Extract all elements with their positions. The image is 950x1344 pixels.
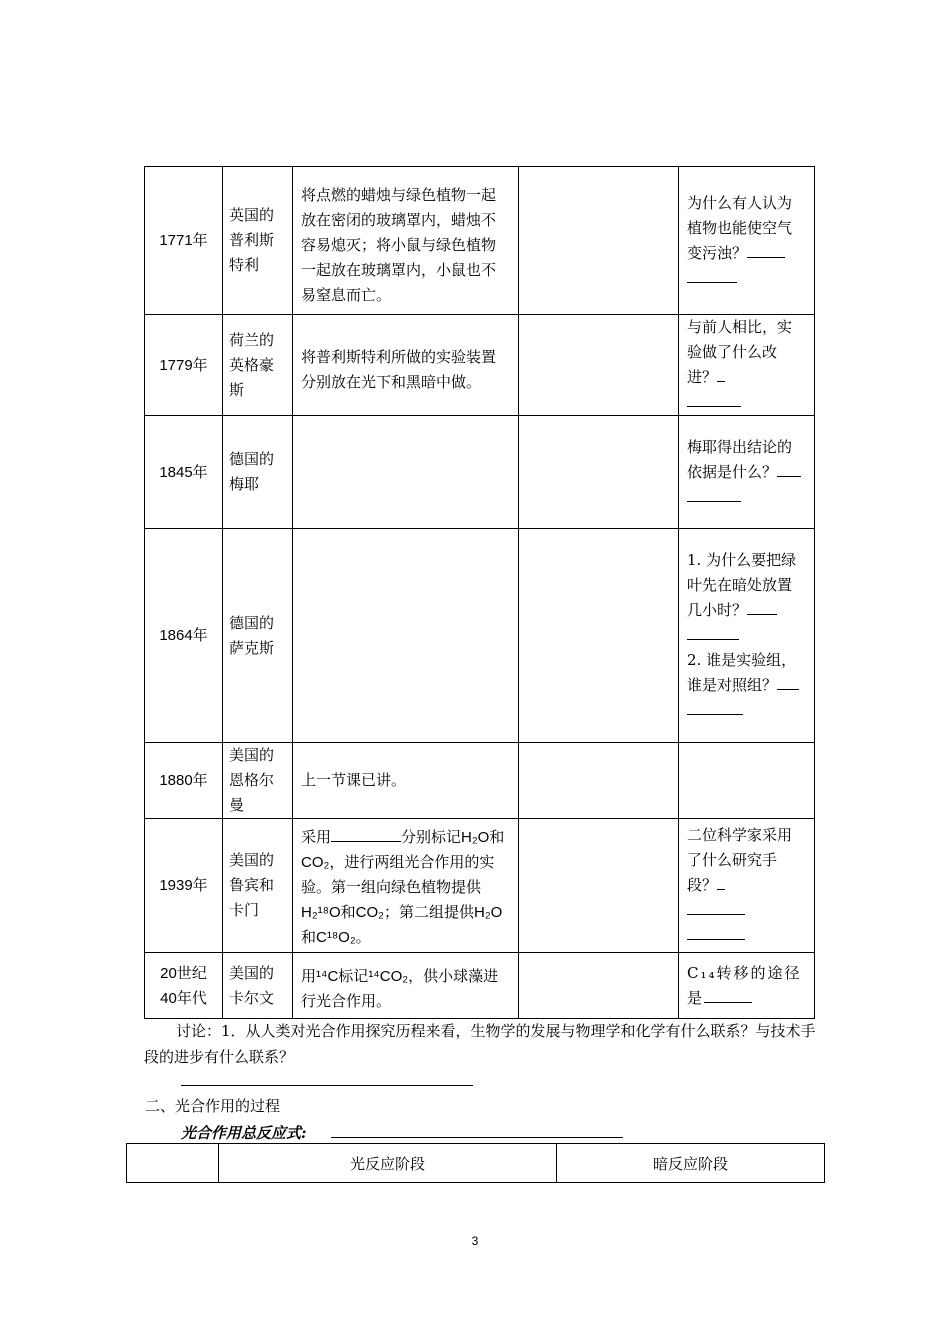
answer-blank[interactable] bbox=[687, 700, 743, 715]
scientist-cell: 美国的恩格尔曼 bbox=[223, 743, 293, 819]
conclusion-cell bbox=[519, 416, 679, 529]
year-cell: 1779年 bbox=[145, 315, 223, 416]
answer-blank[interactable] bbox=[777, 675, 799, 690]
question-cell bbox=[679, 953, 815, 1019]
discussion-answer-line[interactable] bbox=[181, 1085, 473, 1086]
year-cell: 1845年 bbox=[145, 416, 223, 529]
question-cell bbox=[679, 529, 815, 743]
answer-blank[interactable] bbox=[687, 900, 745, 915]
conclusion-cell bbox=[519, 743, 679, 819]
scientist-cell: 英国的普利斯特利 bbox=[223, 167, 293, 315]
answer-blank[interactable] bbox=[717, 875, 725, 890]
question-text: 为什么有人认为植物也能使空气变污浊？ bbox=[687, 193, 793, 262]
formula-answer-line[interactable] bbox=[331, 1137, 623, 1138]
table-row bbox=[145, 315, 815, 416]
answer-blank[interactable] bbox=[717, 367, 725, 382]
experiment-text: 采用 分别标记H₂O和CO₂，进行两组光合作用的实验。第一组向绿色植物提供H₂¹⁸O和CO₂；第二组提供H₂O和C¹⁸O₂。 bbox=[301, 828, 505, 946]
conclusion-cell bbox=[519, 953, 679, 1019]
formula-label: 光合作用总反应式: bbox=[181, 1124, 307, 1142]
answer-blank[interactable] bbox=[687, 392, 741, 407]
history-table bbox=[144, 166, 815, 1019]
experiment-text: 用¹⁴C标记¹⁴CO₂，供小球藻进行光合作用。 bbox=[301, 966, 499, 1010]
experiment-cell bbox=[293, 819, 519, 953]
section-heading: 二、光合作用的过程 bbox=[145, 1097, 281, 1115]
year-cell: 20世纪40年代 bbox=[145, 953, 223, 1019]
question-text: C₁₄转移的途径是 bbox=[687, 963, 802, 1007]
table-row bbox=[145, 953, 815, 1019]
experiment-cell bbox=[293, 953, 519, 1019]
table-row bbox=[145, 416, 815, 529]
scientist-cell: 荷兰的英格豪斯 bbox=[223, 315, 293, 416]
experiment-cell bbox=[293, 529, 519, 743]
experiment-cell: 上一节课已讲。 bbox=[293, 743, 519, 819]
answer-blank[interactable] bbox=[687, 925, 745, 940]
year-cell: 1864年 bbox=[145, 529, 223, 743]
question-text: 2. 谁是实验组，谁是对照组？ bbox=[687, 651, 797, 694]
question-cell bbox=[679, 315, 815, 416]
answer-blank[interactable] bbox=[687, 268, 737, 283]
table-row bbox=[145, 743, 815, 819]
scientist-cell: 美国的鲁宾和卡门 bbox=[223, 819, 293, 953]
conclusion-cell bbox=[519, 315, 679, 416]
answer-blank[interactable] bbox=[704, 988, 752, 1003]
experiment-cell bbox=[293, 315, 519, 416]
answer-blank[interactable] bbox=[687, 487, 741, 502]
scientist-cell: 德国的萨克斯 bbox=[223, 529, 293, 743]
year-cell: 1939年 bbox=[145, 819, 223, 953]
experiment-cell bbox=[293, 167, 519, 315]
dark-reaction-header: 暗反应阶段 bbox=[557, 1144, 825, 1183]
scientist-cell: 德国的梅耶 bbox=[223, 416, 293, 529]
question-cell bbox=[679, 167, 815, 315]
question-text: 梅耶得出结论的依据是什么？ bbox=[687, 437, 793, 481]
answer-blank[interactable] bbox=[331, 827, 401, 842]
question-cell bbox=[679, 743, 815, 819]
light-reaction-header: 光反应阶段 bbox=[219, 1144, 557, 1183]
page-number: 3 bbox=[471, 1234, 479, 1248]
answer-blank[interactable] bbox=[747, 600, 777, 615]
conclusion-cell bbox=[519, 167, 679, 315]
question-cell bbox=[679, 416, 815, 529]
conclusion-cell bbox=[519, 529, 679, 743]
question-text: 1. 为什么要把绿叶先在暗处放置几小时？ bbox=[687, 551, 797, 619]
answer-blank[interactable] bbox=[777, 462, 801, 477]
experiment-text: 将普利斯特利所做的实验装置分别放在光下和黑暗中做。 bbox=[301, 348, 497, 391]
discussion-text: 讨论：1．从人类对光合作用探究历程来看，生物学的发展与物理学和化学有什么联系？与技术手段的进步有什么联系？ bbox=[144, 1022, 816, 1066]
table-row bbox=[145, 167, 815, 315]
question-text: 与前人相比，实验做了什么改进？ bbox=[687, 318, 793, 386]
experiment-text: 将点燃的蜡烛与绿色植物一起放在密闭的玻璃罩内，蜡烛不容易熄灭；将小鼠与绿色植物一起放在玻璃罩内，小鼠也不易窒息而亡。 bbox=[301, 186, 497, 304]
table-row bbox=[145, 819, 815, 953]
question-cell bbox=[679, 819, 815, 953]
year-cell: 1771年 bbox=[145, 167, 223, 315]
table-row bbox=[145, 529, 815, 743]
year-cell: 1880年 bbox=[145, 743, 223, 819]
scientist-cell: 美国的卡尔文 bbox=[223, 953, 293, 1019]
stage-corner-cell bbox=[127, 1144, 219, 1183]
question-text: 二位科学家采用了什么研究手段？ bbox=[687, 826, 793, 894]
conclusion-cell bbox=[519, 819, 679, 953]
experiment-cell bbox=[293, 416, 519, 529]
stage-table bbox=[126, 1143, 825, 1183]
answer-blank[interactable] bbox=[747, 243, 785, 258]
answer-blank[interactable] bbox=[687, 625, 739, 640]
